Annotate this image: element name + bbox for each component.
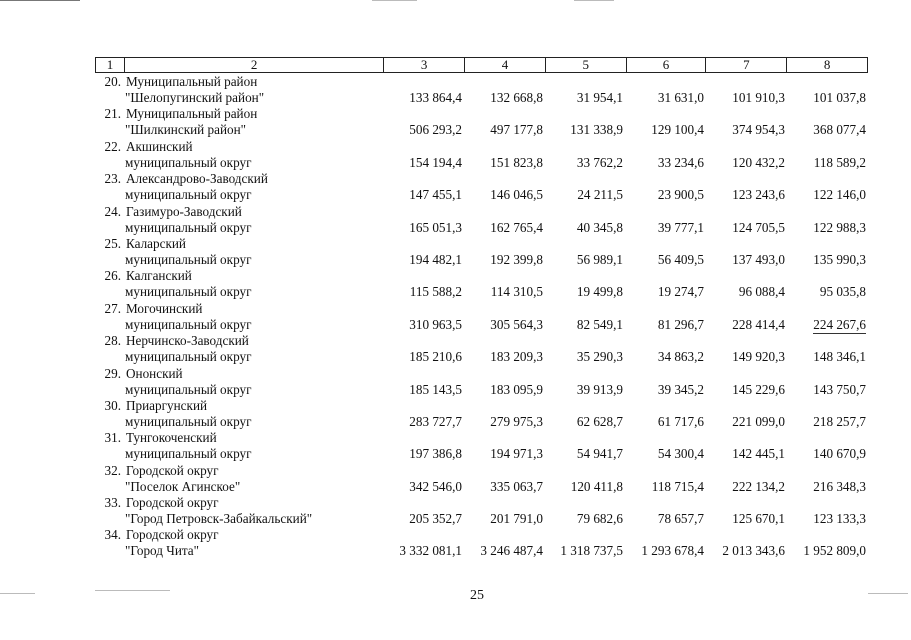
table-row xyxy=(95,268,868,300)
row-number: 33. xyxy=(104,495,121,511)
cell-col8: 101 037,8 xyxy=(813,90,866,105)
cell-col8: 118 589,2 xyxy=(813,154,866,170)
scan-edge-bottom-right xyxy=(868,593,908,594)
row-number: 22. xyxy=(104,138,121,154)
cell-col8: 216 348,3 xyxy=(813,478,866,494)
cell-col8: 135 990,3 xyxy=(813,251,866,267)
cell-col6: 54 300,4 xyxy=(657,446,704,462)
cell-col7: 137 493,0 xyxy=(732,251,785,267)
cell-col8: 148 346,1 xyxy=(813,349,866,365)
row-name-line2: муниципальный округ xyxy=(125,316,252,332)
cell-col7: 101 910,3 xyxy=(732,90,785,105)
row-number: 32. xyxy=(104,462,121,478)
cell-col4: 194 971,3 xyxy=(490,446,543,462)
table-row xyxy=(95,301,868,333)
cell-col3: 133 864,4 xyxy=(409,90,462,105)
cell-col5: 54 941,7 xyxy=(576,446,623,462)
cell-col8: 143 750,7 xyxy=(813,381,866,397)
table-row xyxy=(95,171,868,203)
cell-col6: 39 777,1 xyxy=(657,219,704,235)
cell-col7: 149 920,3 xyxy=(732,349,785,365)
cell-col7: 96 088,4 xyxy=(738,284,785,300)
cell-col4: 192 399,8 xyxy=(490,251,543,267)
row-name-line1: Газимуро-Заводский xyxy=(126,203,242,219)
cell-col7: 228 414,4 xyxy=(732,316,785,332)
cell-col3: 342 546,0 xyxy=(409,478,462,494)
cell-col8: 368 077,4 xyxy=(813,122,866,138)
table-row xyxy=(95,74,868,106)
cell-col6: 33 234,6 xyxy=(657,154,704,170)
scan-edge-bottom-left xyxy=(0,593,35,594)
cell-col4: 305 564,3 xyxy=(490,316,543,332)
cell-col7: 374 954,3 xyxy=(732,122,785,138)
row-name-line2: муниципальный округ xyxy=(125,251,252,267)
cell-col5: 79 682,6 xyxy=(576,511,623,527)
cell-col8: 123 133,3 xyxy=(813,511,866,527)
row-name-line1: Калганский xyxy=(126,268,192,284)
cell-col6: 23 900,5 xyxy=(657,187,704,203)
cell-col7: 125 670,1 xyxy=(732,511,785,527)
cell-col3: 197 386,8 xyxy=(409,446,462,462)
cell-col6: 34 863,2 xyxy=(657,349,704,365)
cell-col3: 506 293,2 xyxy=(409,122,462,138)
row-name-line2: "Город Чита" xyxy=(125,543,200,559)
cell-col8: 1 952 809,0 xyxy=(803,543,866,559)
table-row xyxy=(95,236,868,268)
row-name-line2: "Шилкинский район" xyxy=(125,122,247,138)
table-row xyxy=(95,398,868,430)
header-col-2: 2 xyxy=(125,58,384,72)
scan-edge-top-mid xyxy=(372,0,417,1)
row-number: 27. xyxy=(104,300,121,316)
cell-col4: 114 310,5 xyxy=(490,284,543,300)
cell-col6: 31 631,0 xyxy=(657,90,704,105)
cell-col8: 224 267,6 xyxy=(813,316,866,332)
cell-col4: 3 246 487,4 xyxy=(480,543,543,559)
cell-col3: 115 588,2 xyxy=(409,284,462,300)
row-name-line1: Муниципальный район xyxy=(126,74,258,89)
table-row xyxy=(95,333,868,365)
row-name-line1: Приаргунский xyxy=(126,397,208,413)
row-name-line2: муниципальный округ xyxy=(125,187,252,203)
row-name-line1: Александрово-Заводский xyxy=(126,171,268,187)
cell-col5: 120 411,8 xyxy=(570,478,623,494)
cell-col5: 82 549,1 xyxy=(576,316,623,332)
page-number: 25 xyxy=(470,588,484,603)
row-number: 31. xyxy=(104,430,121,446)
row-number: 23. xyxy=(104,171,121,187)
row-name-line1: Нерчинско-Заводский xyxy=(126,333,249,349)
cell-col7: 142 445,1 xyxy=(732,446,785,462)
cell-col3: 185 143,5 xyxy=(409,381,462,397)
scan-edge-top-right xyxy=(574,0,614,1)
row-name-line1: Городской округ xyxy=(126,495,219,511)
cell-col3: 283 727,7 xyxy=(409,413,462,429)
cell-col5: 35 290,3 xyxy=(576,349,623,365)
row-number: 26. xyxy=(104,268,121,284)
cell-col5: 33 762,2 xyxy=(576,154,623,170)
row-name-line2: муниципальный округ xyxy=(125,381,252,397)
cell-col4: 183 209,3 xyxy=(490,349,543,365)
cell-col7: 222 134,2 xyxy=(732,478,785,494)
cell-col3: 165 051,3 xyxy=(409,219,462,235)
cell-col4: 151 823,8 xyxy=(490,154,543,170)
cell-col8: 140 670,9 xyxy=(813,446,866,462)
cell-col8: 218 257,7 xyxy=(813,413,866,429)
row-name-line1: Могочинский xyxy=(126,300,203,316)
row-name-line1: Ононский xyxy=(126,365,183,381)
cell-col8: 95 035,8 xyxy=(819,284,866,300)
table-row xyxy=(95,366,868,398)
scan-edge-bottom-mid xyxy=(95,590,170,591)
header-col-5: 5 xyxy=(546,58,627,72)
cell-col3: 185 210,6 xyxy=(409,349,462,365)
scan-edge-top-left xyxy=(0,0,80,1)
cell-col3: 154 194,4 xyxy=(409,154,462,170)
cell-col3: 3 332 081,1 xyxy=(399,543,462,559)
row-name-line2: "Поселок Агинское" xyxy=(125,478,241,494)
row-name-line2: муниципальный округ xyxy=(125,154,252,170)
row-number: 29. xyxy=(104,365,121,381)
cell-col5: 19 499,8 xyxy=(576,284,623,300)
table-body xyxy=(95,74,868,560)
row-name-line1: Муниципальный район xyxy=(126,106,258,122)
row-number: 28. xyxy=(104,333,121,349)
cell-col4: 279 975,3 xyxy=(490,413,543,429)
header-col-8: 8 xyxy=(823,57,831,72)
header-col-1: 1 xyxy=(96,58,125,72)
row-name-line2: муниципальный округ xyxy=(125,219,252,235)
cell-col3: 205 352,7 xyxy=(409,511,462,527)
cell-col5: 24 211,5 xyxy=(577,187,623,203)
row-number: 30. xyxy=(104,397,121,413)
cell-col6: 118 715,4 xyxy=(651,478,704,494)
table-row xyxy=(95,495,868,527)
row-number: 25. xyxy=(104,235,121,251)
row-name-line2: "Город Петровск-Забайкальский" xyxy=(125,511,313,527)
row-name-line2: муниципальный округ xyxy=(125,349,252,365)
header-col-4: 4 xyxy=(465,58,546,72)
cell-col7: 124 705,5 xyxy=(732,219,785,235)
row-number: 24. xyxy=(104,203,121,219)
row-name-line1: Городской округ xyxy=(126,462,219,478)
cell-col5: 31 954,1 xyxy=(576,90,623,105)
cell-col5: 40 345,8 xyxy=(576,219,623,235)
row-number: 34. xyxy=(104,527,121,543)
cell-col6: 78 657,7 xyxy=(657,511,704,527)
cell-col5: 39 913,9 xyxy=(576,381,623,397)
cell-col3: 310 963,5 xyxy=(409,316,462,332)
cell-col4: 162 765,4 xyxy=(490,219,543,235)
cell-col7: 120 432,2 xyxy=(732,154,785,170)
cell-col6: 81 296,7 xyxy=(657,316,704,332)
table-row xyxy=(95,204,868,236)
row-name-line2: "Шелопугинский район" xyxy=(125,90,265,105)
row-name-line1: Каларский xyxy=(126,235,186,251)
table-row xyxy=(95,463,868,495)
row-name-line2: муниципальный округ xyxy=(125,284,252,300)
row-number: 21. xyxy=(104,106,121,122)
table-row xyxy=(95,527,868,559)
header-col-3: 3 xyxy=(384,58,465,72)
row-name-line2: муниципальный округ xyxy=(125,446,252,462)
row-name-line1: Тунгокоченский xyxy=(126,430,217,446)
cell-col7: 123 243,6 xyxy=(732,187,785,203)
cell-col5: 1 318 737,5 xyxy=(560,543,623,559)
cell-col4: 132 668,8 xyxy=(490,90,543,105)
cell-col4: 201 791,0 xyxy=(490,511,543,527)
cell-col6: 39 345,2 xyxy=(657,381,704,397)
cell-col8: 122 988,3 xyxy=(813,219,866,235)
cell-col3: 194 482,1 xyxy=(409,251,462,267)
table-header-row xyxy=(95,57,868,73)
row-name-line2: муниципальный округ xyxy=(125,413,252,429)
cell-col3: 147 455,1 xyxy=(409,187,462,203)
cell-col4: 183 095,9 xyxy=(490,381,543,397)
cell-col4: 497 177,8 xyxy=(490,122,543,138)
header-col-7: 7 xyxy=(706,58,787,72)
cell-col6: 129 100,4 xyxy=(651,122,704,138)
cell-col4: 335 063,7 xyxy=(490,478,543,494)
cell-col5: 56 989,1 xyxy=(576,251,623,267)
cell-col7: 145 229,6 xyxy=(732,381,785,397)
header-col-6: 6 xyxy=(627,58,707,72)
cell-col5: 62 628,7 xyxy=(576,413,623,429)
cell-col7: 2 013 343,6 xyxy=(722,543,785,559)
cell-col7: 221 099,0 xyxy=(732,413,785,429)
cell-col8: 122 146,0 xyxy=(813,187,866,203)
table-row xyxy=(95,430,868,462)
table-row xyxy=(95,139,868,171)
cell-col6: 1 293 678,4 xyxy=(641,543,704,559)
cell-col6: 19 274,7 xyxy=(657,284,704,300)
cell-col5: 131 338,9 xyxy=(570,122,623,138)
cell-col6: 61 717,6 xyxy=(657,413,704,429)
cell-col6: 56 409,5 xyxy=(657,251,704,267)
row-name-line1: Акшинский xyxy=(126,138,193,154)
row-number: 20. xyxy=(104,74,121,89)
table-row xyxy=(95,106,868,138)
row-name-line1: Городской округ xyxy=(126,527,219,543)
cell-col4: 146 046,5 xyxy=(490,187,543,203)
